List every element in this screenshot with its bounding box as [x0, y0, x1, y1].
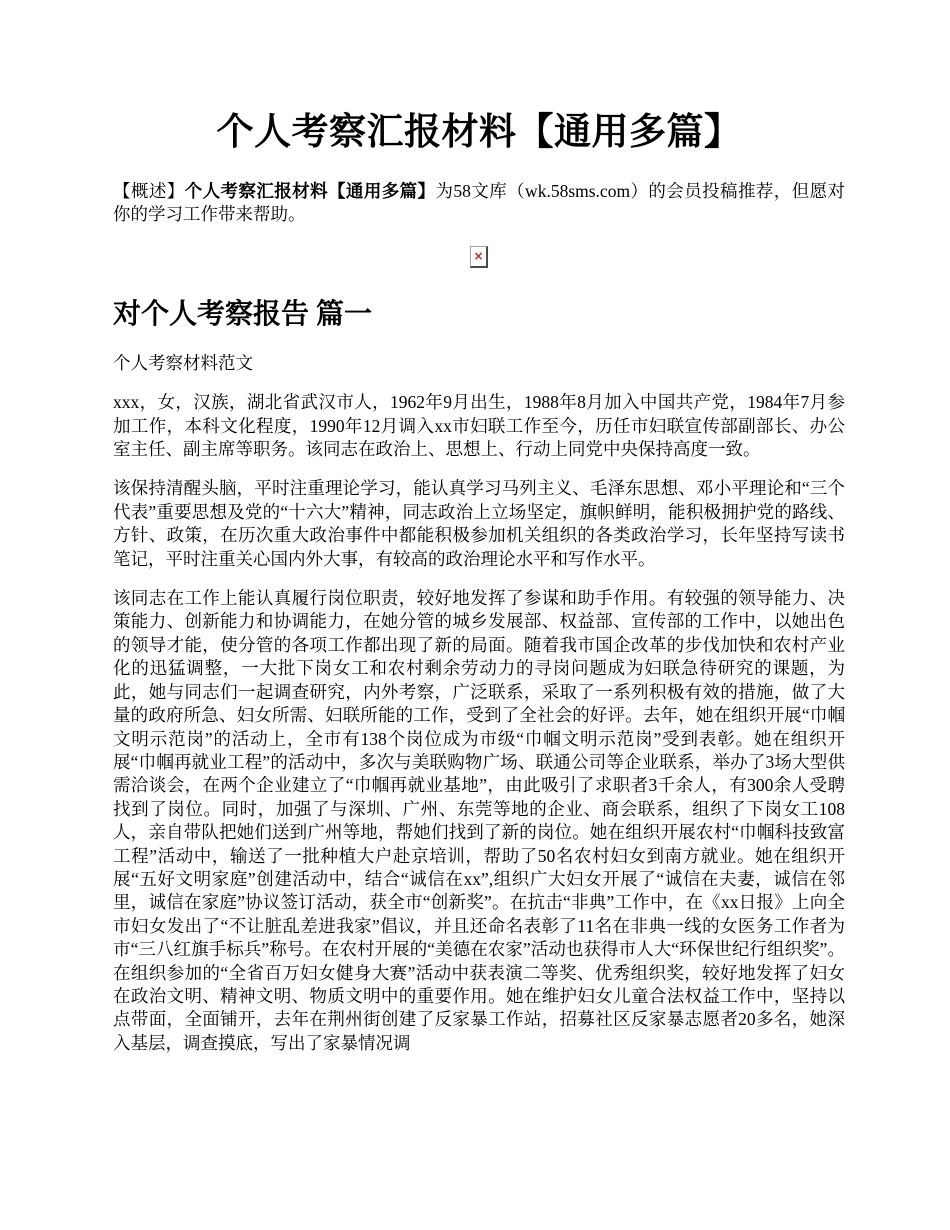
intro-rest-text: 为58文库（wk.58sms.com）的会员投稿推荐，但愿对你的学习工作带来帮助。 — [113, 181, 846, 225]
page-title: 个人考察汇报材料【通用多篇】 — [216, 112, 742, 153]
paragraph-profile: xxx，女，汉族，湖北省武汉市人，1962年9月出生，1988年8月加入中国共产党，1984年7月参加工作，本科文化程度，1990年12月调入xx市妇联工作至今，历任市妇联宣传部副部长、办公室主任、副主席等职务。该同志在政治上、思想上、行动上同党中央保持高度一致。 — [113, 392, 845, 460]
broken-image-x-icon: × — [473, 248, 484, 263]
paragraph-work: 该同志在工作上能认真履行岗位职责，较好地发挥了参谋和助手作用。有较强的领导能力、决策能力、创新能力和协调能力，在她分管的城乡发展部、权益部、宣传部的工作中，以她出色的领导才能，使分管的各项工作都出现了新的局面。随着我市国企改革的步伐加快和农村产业化的迅猛调整，一大批下岗女工和农村剩余劳动力的寻岗问题成为妇联急待研究的课题，为此，她与同志们一起调查研究，内外考察，广泛联系，采取了一系列积极有效的措施，做了大量的政府所急、妇女所需、妇联所能的工作，受到了全社会的好评。去年，她在组织开展“巾帼文明示范岗”的活动上，全市有138个岗位成为市级“巾帼文明示范岗”受到表彰。她在组织开展“巾帼再就业工程”的活动中，多次与美联购物广场、联通公司等企业联系，举办了3场大型供需洽谈会，在两个企业建立了“巾帼再就业基地”，由此吸引了求职者3千余人，有300余人受聘找到了岗位。同时，加强了与深圳、广州、东莞等地的企业、商会联系，组织了下岗女工108人，亲自带队把她们送到广州等地，帮她们找到了新的岗位。她在组织开展农村“巾帼科技致富工程”活动中，输送了一批种植大户赴京培训，帮助了50名农村妇女到南方就业。她在组织开展“五好文明家庭”创建活动中，结合“诚信在xx”,组织广大妇女开展了“诚信在夫妻，诚信在邻里，诚信在家庭”协议签订活动，获全市“创新奖”。在抗击“非典”工作中，在《xx日报》上向全市妇女发出了“不让脏乱差进我家”倡议，并且还命名表彰了11名在非典一线的女医务工作者为市“三八红旗手标兵”称号。在农村开展的“美德在农家”活动也获得市人大“环保世纪行组织奖”。在组织参加的“全省百万妇女健身大赛”活动中获表演二等奖、优秀组织奖，较好地发挥了妇女在政治文明、精神文明、物质文明中的重要作用。她在维护妇女儿童合法权益工作中，坚持以点带面，全面铺开，去年在荆州街创建了反家暴工作站，招募社区反家暴志愿者20多名，她深入基层，调查摸底，写出了家暴情况调 — [113, 588, 845, 1053]
section-subtitle: 个人考察材料范文 — [113, 352, 253, 373]
intro-paragraph — [113, 180, 845, 227]
section-heading: 对个人考察报告 篇一 — [113, 298, 373, 330]
paragraph-political: 该保持清醒头脑，平时注重理论学习，能认真学习马列主义、毛泽东思想、邓小平理论和“三个代表”重要思想及党的“十六大”精神，同志政治上立场坚定，旗帜鲜明，能积极拥护党的路线、方针、政策，在历次重大政治事件中都能积极参加机关组织的各类政治学习，长年坚持写读书笔记，平时注重关心国内外大事，有较高的政治理论水平和写作水平。 — [113, 478, 845, 569]
intro-bold-title: 个人考察汇报材料【通用多篇】 — [184, 181, 436, 201]
intro-label: 【概述】 — [113, 181, 185, 201]
image-placeholder-row — [113, 246, 845, 268]
broken-image-icon — [470, 246, 488, 268]
